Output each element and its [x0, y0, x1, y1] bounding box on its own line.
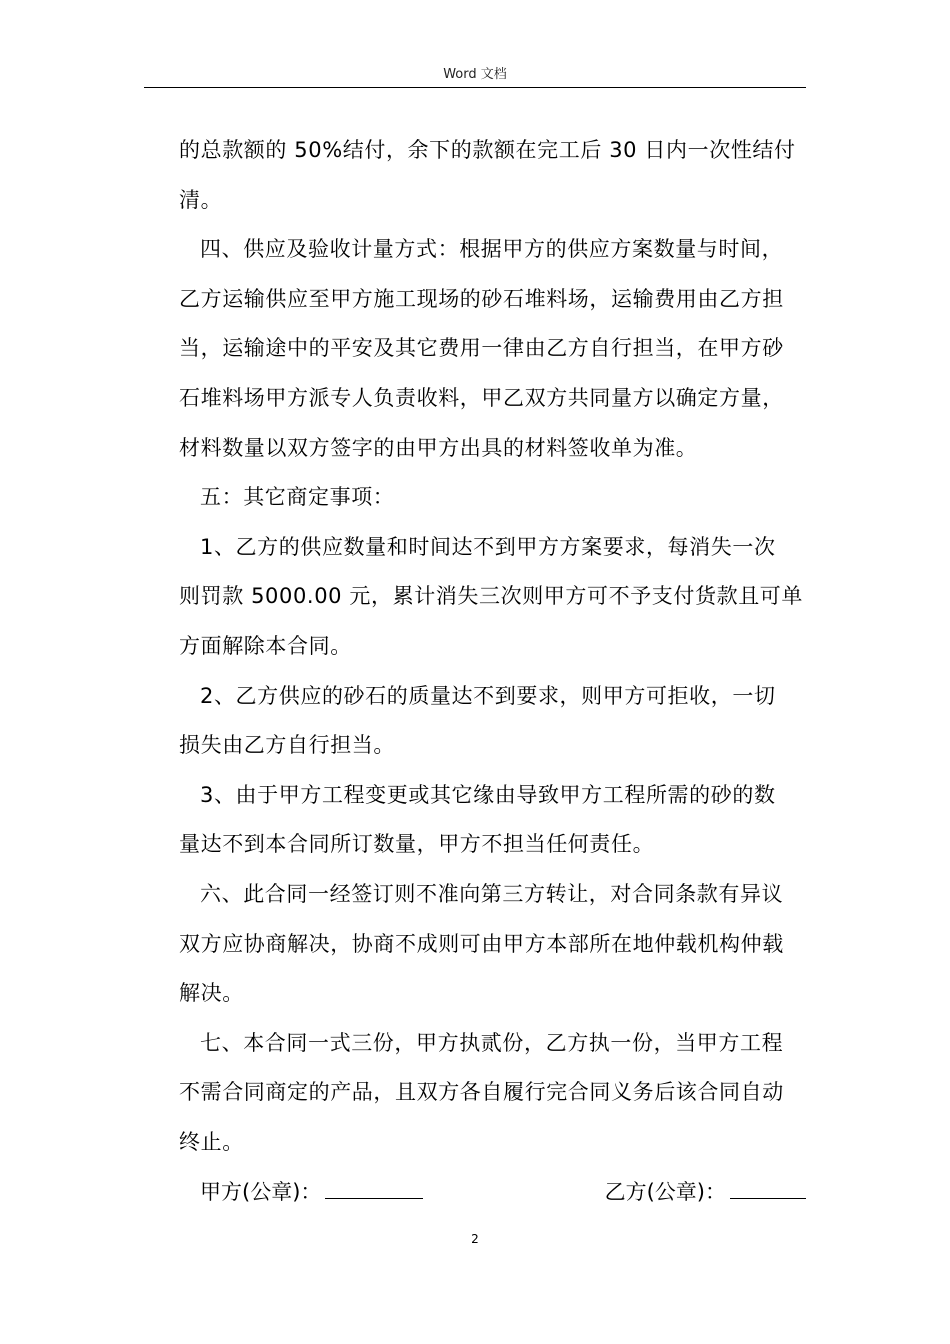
document-body [179, 126, 809, 1167]
party-a-signature [200, 1170, 423, 1212]
party-b-signature-line [730, 1170, 806, 1199]
signature-block [200, 1170, 806, 1210]
text-line: 3、由于甲方工程变更或其它缘由导致甲方工程所需的砂的数 [200, 782, 776, 807]
party-b-label: 乙方(公章)： [604, 1180, 726, 1204]
header-divider [144, 87, 806, 88]
text-line: 的总款额的 50%结付，余下的款额在完工后 30 日内一次性结付 [179, 138, 796, 162]
paragraph-clause-6 [179, 870, 809, 1019]
text-line: 五：其它商定事项： [200, 485, 395, 510]
text-line: 材料数量以双方签字的由甲方出具的材料签收单为准。 [179, 435, 698, 460]
text-line: 量达不到本合同所订数量，甲方不担当任何责任。 [179, 832, 655, 857]
text-line: 2、乙方供应的砂石的质量达不到要求，则甲方可拒收，一切 [200, 683, 776, 708]
text-line: 双方应协商解决，协商不成则可由甲方本部所在地仲载机构仲载 [179, 931, 784, 956]
header-title: Word 文档 [443, 67, 507, 82]
paragraph-item-1 [179, 523, 809, 672]
text-line: 方面解除本合同。 [179, 633, 352, 658]
text-line: 不需合同商定的产品，且双方各自履行完合同义务后该合同自动 [179, 1080, 784, 1105]
party-a-signature-line [325, 1170, 423, 1199]
text-line: 则罚款 5000.00 元，累计消失三次则甲方可不予支付货款且可单 [179, 584, 803, 609]
text-line: 当，运输途中的平安及其它费用一律由乙方自行担当，在甲方砂 [179, 336, 784, 361]
text-line: 六、此合同一经签订则不准向第三方转让，对合同条款有异议 [200, 881, 784, 906]
text-line: 终止。 [179, 1129, 244, 1154]
paragraph-clause-7 [179, 1019, 809, 1168]
text-line: 四、供应及验收计量方式：根据甲方的供应方案数量与时间， [200, 237, 784, 262]
text-line: 清。 [179, 187, 223, 212]
paragraph-clause-5-heading [179, 473, 809, 523]
text-line: 1、乙方的供应数量和时间达不到甲方方案要求，每消失一次 [200, 534, 776, 559]
paragraph-payment-terms [179, 126, 809, 225]
party-a-label: 甲方(公章)： [200, 1180, 322, 1204]
page-header [0, 66, 950, 84]
text-line: 乙方运输供应至甲方施工现场的砂石堆料场，运输费用由乙方担 [179, 286, 784, 311]
page-number-text: 2 [471, 1232, 479, 1246]
party-b-signature [605, 1170, 806, 1212]
text-line: 七、本合同一式三份，甲方执贰份，乙方执一份，当甲方工程 [200, 1030, 784, 1055]
paragraph-clause-4 [179, 225, 809, 473]
text-line: 损失由乙方自行担当。 [179, 733, 395, 758]
text-line: 石堆料场甲方派专人负责收料，甲乙双方共同量方以确定方量， [179, 385, 784, 410]
paragraph-item-3 [179, 771, 809, 870]
paragraph-item-2 [179, 672, 809, 771]
page-number [0, 1231, 950, 1247]
text-line: 解决。 [179, 981, 244, 1006]
